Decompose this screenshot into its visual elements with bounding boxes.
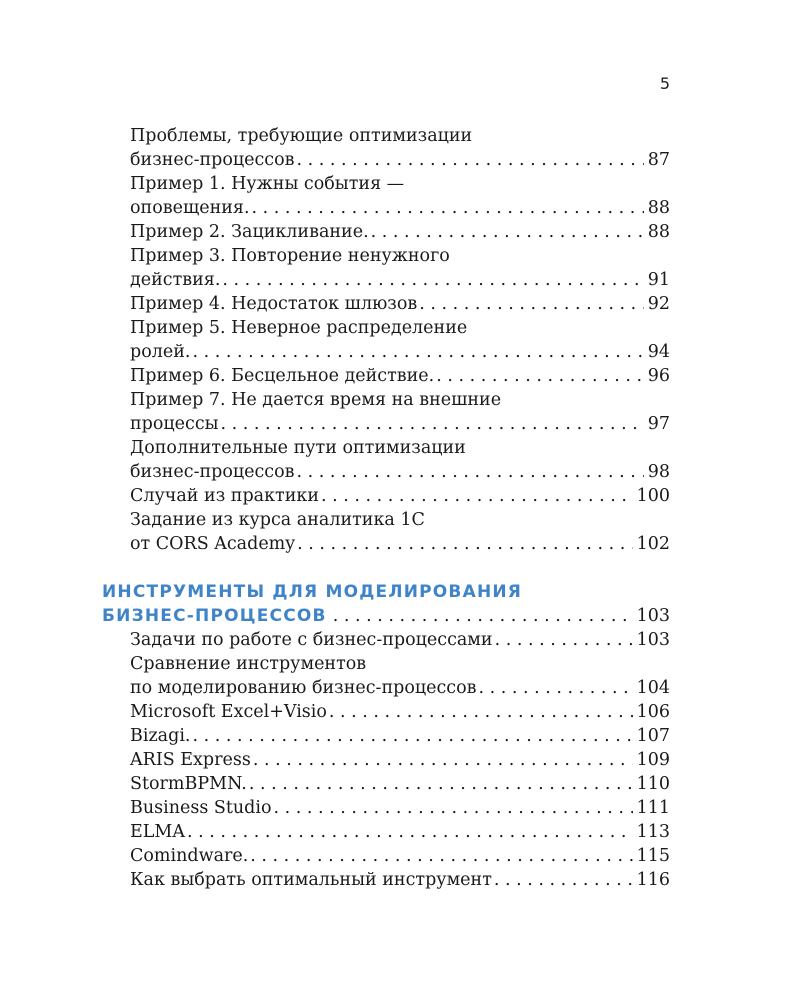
toc-entry-title: Business Studio: [130, 798, 272, 818]
dot-leader: [297, 532, 632, 556]
toc-entry-line: [102, 340, 670, 364]
toc-entry[interactable]: [102, 724, 670, 748]
toc-entry-line: [102, 244, 670, 268]
toc-entry[interactable]: [102, 172, 670, 220]
toc-entry[interactable]: [102, 388, 670, 436]
toc-entry-line: [102, 292, 670, 316]
toc-entry-line: [102, 868, 670, 892]
toc-entry-title: Пример 3. Повторение ненужного: [130, 246, 450, 266]
toc-page-number: 97: [647, 414, 670, 434]
dot-leader: [419, 292, 643, 316]
toc-page-number: 94: [647, 342, 670, 362]
toc-entry-line: [102, 772, 670, 796]
toc-entry-title: Задачи по работе с бизнес-процессами: [130, 630, 493, 650]
dot-leader: [187, 820, 633, 844]
dot-leader: [329, 700, 633, 724]
toc-page-number: 113: [636, 822, 670, 842]
toc-page-number: 109: [636, 750, 670, 770]
toc-entry-line: [102, 196, 670, 220]
section-title-line-1: [102, 580, 670, 604]
toc-entry-title: Пример 7. Не дается время на внешние: [130, 390, 502, 410]
toc-entry-title: StormBPMN.: [130, 774, 247, 794]
toc-page-number: 115: [636, 846, 670, 866]
dot-leader: [296, 460, 643, 484]
toc-entry-line: [102, 700, 670, 724]
dot-leader: [192, 724, 632, 748]
toc-entry-line: [102, 364, 670, 388]
section-title-text-2: БИЗНЕС-ПРОЦЕССОВ: [102, 606, 327, 626]
table-of-contents: [102, 124, 670, 892]
toc-page-number: 87: [647, 150, 670, 170]
toc-page-number: 116: [636, 870, 670, 890]
dot-leader: [296, 148, 643, 172]
toc-entry-title: ELMA: [130, 822, 185, 842]
toc-entry-title: Bizagi.: [130, 726, 191, 746]
toc-entry[interactable]: [102, 628, 670, 652]
toc-entry-title: бизнес-процессов: [130, 150, 295, 170]
dot-leader: [222, 268, 643, 292]
toc-entry-title: Microsoft Excel+Visio: [130, 702, 327, 722]
dot-leader: [249, 772, 633, 796]
dot-leader: [252, 196, 644, 220]
toc-entry-title: Проблемы, требующие оптимизации: [130, 126, 473, 146]
dot-leader: [478, 676, 632, 700]
toc-page-number: 92: [647, 294, 670, 314]
toc-page-number: 88: [647, 198, 670, 218]
toc-page-number: 88: [647, 222, 670, 242]
toc-entry[interactable]: [102, 748, 670, 772]
toc-page-number: 102: [636, 534, 670, 554]
toc-entry-line: [102, 820, 670, 844]
dot-leader: [494, 868, 633, 892]
section-title-text-1: ИНСТРУМЕНТЫ ДЛЯ МОДЕЛИРОВАНИЯ: [102, 582, 523, 602]
toc-entry[interactable]: [102, 316, 670, 364]
toc-entry-title: Задание из курса аналитика 1С: [130, 510, 425, 530]
toc-entry-line: [102, 844, 670, 868]
toc-entry[interactable]: [102, 508, 670, 556]
toc-entry-title: Как выбрать оптимальный инструмент: [130, 870, 492, 890]
dot-leader: [192, 340, 643, 364]
section-title-line-2: [102, 604, 670, 628]
toc-page-number: 106: [636, 702, 670, 722]
toc-entry-title: Сравнение инструментов: [130, 654, 367, 674]
toc-entry-line: [102, 508, 670, 532]
toc-entry-line: [102, 436, 670, 460]
dot-leader: [253, 748, 633, 772]
toc-section-heading[interactable]: [102, 580, 670, 628]
toc-page-number: 111: [636, 798, 670, 818]
section-page-number: 103: [636, 606, 670, 626]
toc-entry-title: процессы: [130, 414, 219, 434]
page-number: 5: [659, 74, 670, 93]
dot-leader: [274, 796, 633, 820]
toc-entry-line: [102, 172, 670, 196]
toc-page-number: 103: [636, 630, 670, 650]
toc-entry[interactable]: [102, 484, 670, 508]
toc-page-number: 100: [636, 486, 670, 506]
toc-entry[interactable]: [102, 220, 670, 244]
toc-entry-line: [102, 724, 670, 748]
toc-page-number: 104: [636, 678, 670, 698]
toc-entry-title: Пример 1. Нужны события —: [130, 174, 405, 194]
dot-leader: [321, 484, 633, 508]
dot-leader: [436, 364, 643, 388]
toc-entry-line: [102, 220, 670, 244]
dot-leader: [495, 628, 633, 652]
toc-entry-line: [102, 628, 670, 652]
toc-entry-line: [102, 412, 670, 436]
toc-group-optimization: [102, 124, 670, 556]
toc-entry-title: ролей.: [130, 342, 191, 362]
toc-entry-title: ARIS Express: [130, 750, 251, 770]
toc-entry-title: оповещения.: [130, 198, 250, 218]
toc-entry-title: Дополнительные пути оптимизации: [130, 438, 466, 458]
toc-entry-line: [102, 316, 670, 340]
toc-entry-title: действия.: [130, 270, 221, 290]
dot-leader: [371, 220, 644, 244]
toc-entry[interactable]: [102, 700, 670, 724]
toc-page-number: 110: [636, 774, 670, 794]
toc-entry-line: [102, 388, 670, 412]
toc-entry-line: [102, 748, 670, 772]
toc-page-number: 98: [647, 462, 670, 482]
toc-entry-line: [102, 652, 670, 676]
toc-entry-line: [102, 268, 670, 292]
toc-entry[interactable]: [102, 820, 670, 844]
toc-entry-title: Пример 4. Недостаток шлюзов: [130, 294, 418, 314]
section-gap: [102, 556, 670, 580]
toc-entry-title: бизнес-процессов: [130, 462, 295, 482]
toc-entry-line: [102, 676, 670, 700]
toc-entry[interactable]: [102, 244, 670, 292]
dot-leader: [221, 412, 644, 436]
toc-entry-title: Comindware.: [130, 846, 249, 866]
toc-entry[interactable]: [102, 124, 670, 172]
dot-leader: [250, 844, 632, 868]
toc-entry-line: [102, 148, 670, 172]
toc-entry-title: Пример 6. Бесцельное действие.: [130, 366, 435, 386]
toc-page-number: 91: [647, 270, 670, 290]
toc-entry-line: [102, 124, 670, 148]
toc-page-number: 96: [647, 366, 670, 386]
toc-entry[interactable]: [102, 844, 670, 868]
toc-entry-title: по моделированию бизнес-процессов: [130, 678, 477, 698]
toc-entry[interactable]: [102, 436, 670, 484]
toc-entry-title: от CORS Academy: [130, 534, 296, 554]
toc-group-tools: [102, 628, 670, 892]
toc-entry-line: [102, 484, 670, 508]
dot-leader: [333, 604, 633, 628]
toc-entry[interactable]: [102, 292, 670, 316]
toc-entry-title: Случай из практики: [130, 486, 319, 506]
toc-entry[interactable]: [102, 796, 670, 820]
toc-entry[interactable]: [102, 364, 670, 388]
toc-entry-title: Пример 5. Неверное распределение: [130, 318, 468, 338]
toc-page-number: 107: [636, 726, 670, 746]
toc-entry[interactable]: [102, 868, 670, 892]
toc-entry-line: [102, 460, 670, 484]
toc-entry[interactable]: [102, 652, 670, 700]
toc-entry-title: Пример 2. Зацикливание.: [130, 222, 369, 242]
toc-entry-line: [102, 532, 670, 556]
toc-entry[interactable]: [102, 772, 670, 796]
toc-entry-line: [102, 796, 670, 820]
